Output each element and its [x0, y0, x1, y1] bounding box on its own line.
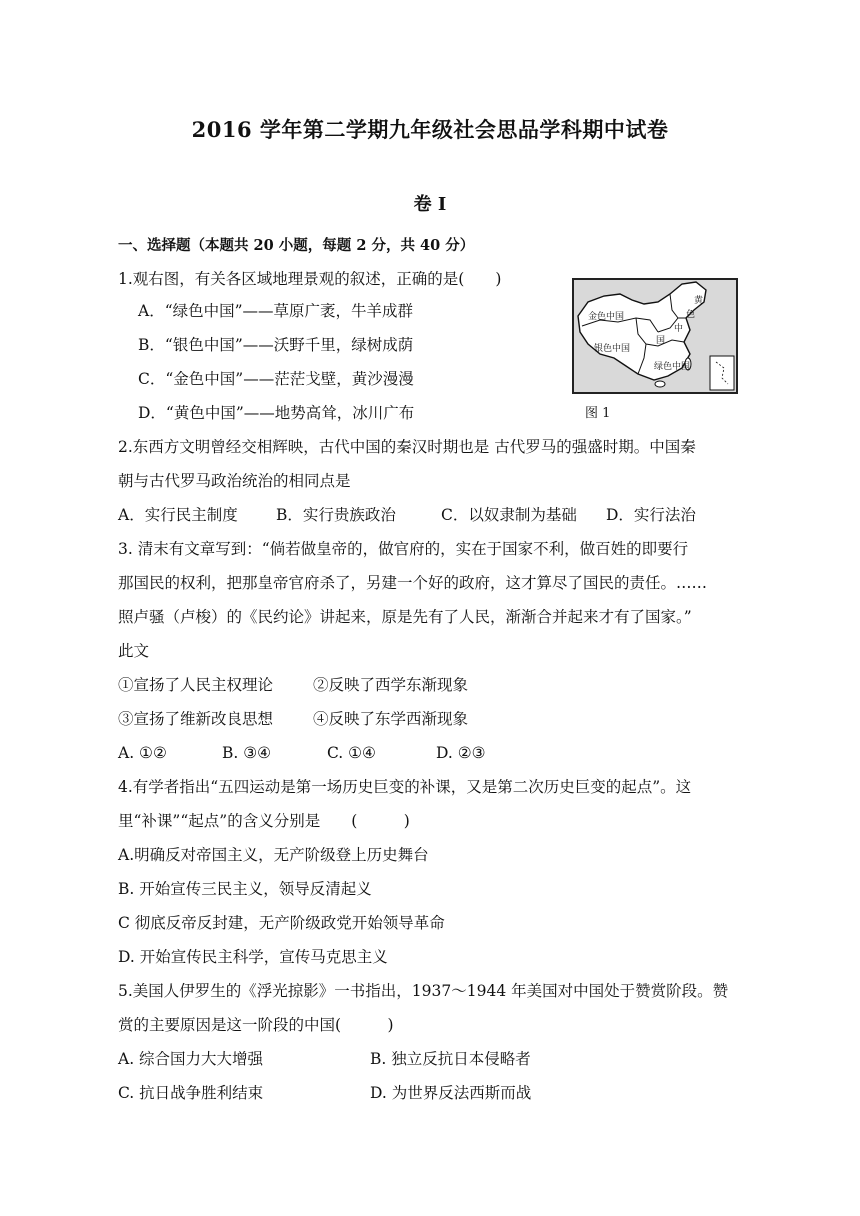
- map-label-yellow-4: 国: [656, 336, 666, 346]
- china-map-icon: [574, 280, 736, 392]
- q3-item-2: ②反映了西学东渐现象: [313, 676, 469, 694]
- volume-heading: 卷 I: [413, 194, 447, 215]
- q3-stem-line-4: 此文: [118, 642, 150, 660]
- q2-option-b: B．实行贵族政治: [276, 506, 396, 524]
- q3-item-3: ③宣扬了维新改良思想: [118, 710, 274, 728]
- q4-option-b: B. 开始宣传三民主义，领导反清起义: [118, 880, 372, 898]
- q4-stem-line-2: 里“补课”“起点”的含义分别是 ( ): [118, 812, 410, 830]
- q3-option-c: C. ①④: [327, 744, 376, 762]
- q3-item-4: ④反映了东学西渐现象: [313, 710, 469, 728]
- map-label-silver: 银色中国: [594, 344, 631, 354]
- q1-option-b: B．“银色中国”——沃野千里，绿树成荫: [138, 336, 414, 354]
- q3-stem-line-1: 3. 清末有文章写到：“倘若做皇帝的，做官府的，实在于国家不利，做百姓的即要行: [118, 540, 689, 558]
- q1-option-c: C．“金色中国”——茫茫戈壁，黄沙漫漫: [138, 370, 414, 388]
- map-label-yellow-1: 黄: [694, 296, 704, 306]
- q1-stem: 1.观右图，有关各区域地理景观的叙述，正确的是( ): [118, 270, 502, 288]
- q3-stem-line-2: 那国民的权利，把那皇帝官府杀了，另建一个好的政府，这才算尽了国民的责任。……: [118, 574, 708, 592]
- map-label-yellow-2: 色: [686, 310, 696, 320]
- map-label-green: 绿色中国: [654, 362, 691, 372]
- section-header: 一、选择题（本题共 20 小题，每题 2 分，共 40 分）: [118, 237, 475, 254]
- figure-caption: 图 1: [585, 406, 611, 421]
- q3-stem-line-3: 照卢骚（卢梭）的《民约论》讲起来，原是先有了人民，渐渐合并起来才有了国家。”: [118, 608, 692, 626]
- q2-stem-line-2: 朝与古代罗马政治统治的相同点是: [118, 472, 351, 490]
- map-label-yellow-3: 中: [674, 324, 684, 334]
- q5-option-d: D. 为世界反法西斯而战: [370, 1084, 532, 1102]
- map-label-gold: 金色中国: [588, 312, 625, 322]
- q3-option-a: A. ①②: [118, 744, 167, 762]
- page-title: 2016 学年第二学期九年级社会思品学科期中试卷: [191, 117, 669, 142]
- q4-option-d: D. 开始宣传民主科学，宣传马克思主义: [118, 948, 388, 966]
- q2-stem-line-1: 2.东西方文明曾经交相辉映，古代中国的秦汉时期也是 古代罗马的强盛时期。中国秦: [118, 438, 696, 456]
- q3-option-d: D. ②③: [436, 744, 486, 762]
- q3-option-b: B. ③④: [222, 744, 272, 762]
- q2-option-c: C．以奴隶制为基础: [441, 506, 577, 524]
- q2-option-d: D．实行法治: [606, 506, 696, 524]
- q4-option-a: A.明确反对帝国主义，无产阶级登上历史舞台: [118, 846, 429, 864]
- q5-option-c: C. 抗日战争胜利结束: [118, 1084, 264, 1102]
- q5-stem-line-1: 5.美国人伊罗生的《浮光掠影》一书指出，1937～1944 年美国对中国处于赞赏阶段。赞: [118, 982, 729, 1000]
- q2-option-a: A．实行民主制度: [118, 506, 238, 524]
- q4-option-c: C 彻底反帝反封建，无产阶级政党开始领导革命: [118, 914, 445, 932]
- q1-option-a: A．“绿色中国”——草原广袤，牛羊成群: [138, 302, 414, 320]
- q5-option-a: A. 综合国力大大增强: [118, 1050, 264, 1068]
- q4-stem-line-1: 4.有学者指出“五四运动是第一场历史巨变的补课，又是第二次历史巨变的起点”。这: [118, 778, 692, 796]
- q1-option-d: D．“黄色中国”——地势高耸，冰川广布: [138, 404, 415, 422]
- q5-stem-line-2: 赏的主要原因是这一阶段的中国( ): [118, 1016, 394, 1034]
- q3-item-1: ①宣扬了人民主权理论: [118, 676, 274, 694]
- china-map-figure: [572, 278, 738, 394]
- q5-option-b: B. 独立反抗日本侵略者: [370, 1050, 531, 1068]
